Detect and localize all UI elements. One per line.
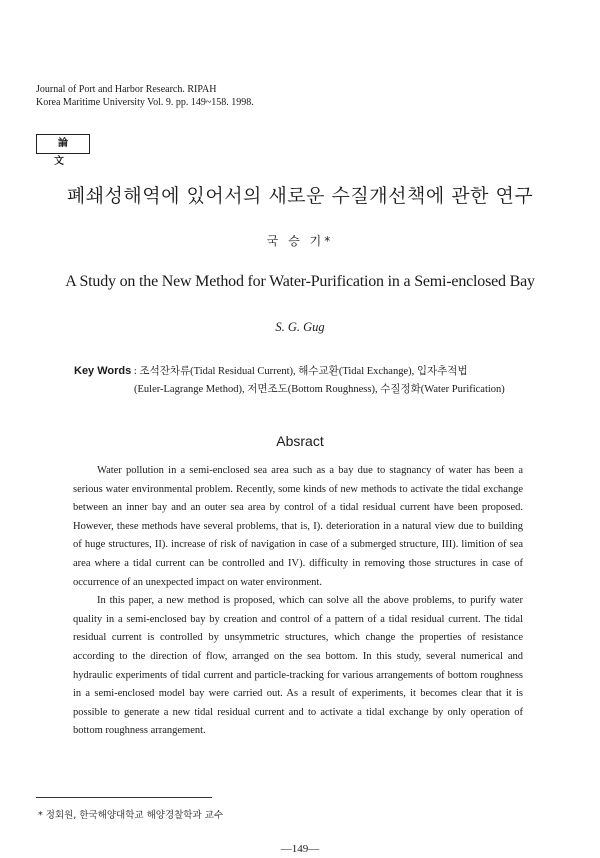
journal-line-1: Journal of Port and Harbor Research. RIPAH [36, 84, 217, 95]
korean-title: 폐쇄성해역에 있어서의 새로운 수질개선책에 관한 연구 [66, 185, 534, 207]
abstract-body [73, 462, 523, 741]
keywords-line-2: (Euler-Lagrange Method), 저면조도(Bottom Roughness), 수질정화(Water Purification) [134, 384, 505, 395]
keywords-line-1: : 조석잔차류(Tidal Residual Current), 해수교환(Tidal Exchange), 입자추적법 [133, 366, 468, 377]
author-footnote: * 정회원, 한국해양대학교 해양경찰학과 교수 [38, 810, 224, 821]
english-title: A Study on the New Method for Water-Purification in a Semi-enclosed Bay [65, 273, 535, 290]
journal-line-2: Korea Maritime University Vol. 9. pp. 149~158. 1998. [36, 97, 254, 108]
footnote-divider [36, 797, 212, 798]
keywords-block [74, 362, 544, 399]
article-type-badge: 論 文 [36, 134, 90, 154]
abstract-paragraph-1: Water pollution in a semi-enclosed sea area such as a bay due to stagnancy of water has been a serious water environmental problem. Recently, some kinds of new methods to activate the tidal exchange between an inner bay and an outer sea area by control of a tidal residual current have been proposed. However, these methods have several problems, that is, I). deterioration in a natural view due to building of huge structures, II). increase of risk of navigation in case of a submerged structure, III). limition of sea area where a tidal current can be controlled and IV). difficulty in removing those structures in case of occurrence of an unexpected impact on water environment. [73, 465, 523, 588]
keywords-label: Key Words [74, 365, 132, 377]
abstract-heading: Absract [276, 433, 324, 449]
journal-citation [36, 83, 254, 109]
english-author: S. G. Gug [275, 320, 325, 334]
korean-author: 국 승 기* [266, 234, 334, 248]
page-number: —149— [280, 843, 320, 855]
abstract-paragraph-2: In this paper, a new method is proposed, which can solve all the above problems, to purify water quality in a semi-enclosed bay by creation and control of a pattern of a tidal residual current. The tidal residual current is controlled by unsymmetric structures, which change the properties of resistance according to the direction of flow, arranged on the sea bottom. In this study, several numerical and hydraulic experiments of tidal current and particle-tracking for various arrangements of bottom roughness in a semi-enclosed model bay were carried out. As a result of experiments, it becomes clear that it is possible to generate a new tidal residual current and to activate a tidal exchange by only operation of bottom roughness arrangement. [73, 595, 523, 737]
